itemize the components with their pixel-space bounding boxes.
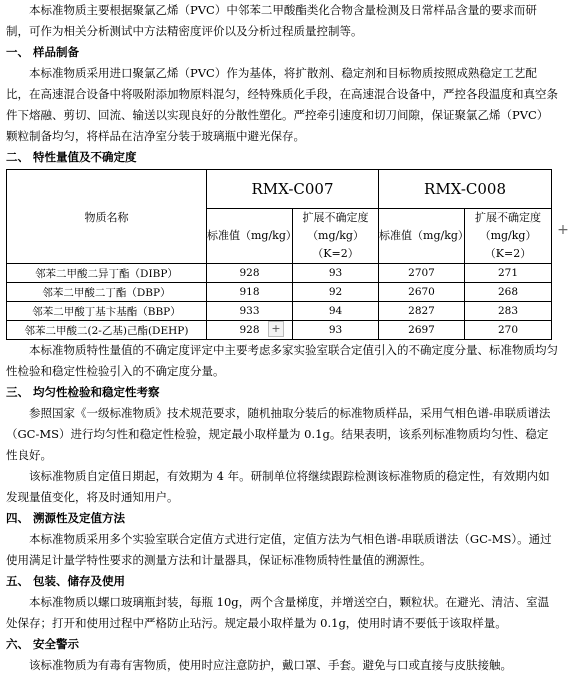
standard-value: 2707 <box>379 264 465 283</box>
table-row <box>7 283 552 302</box>
table-row <box>7 302 552 321</box>
uncertainty-value: 268 <box>465 283 552 302</box>
uncertainty-header: 扩展不确定度（mg/kg）（K=2） <box>293 209 379 264</box>
uncertainty-value: 94 <box>293 302 379 321</box>
uncertainty-header: 扩展不确定度（mg/kg）（K=2） <box>465 209 552 264</box>
uncertainty-value: 271 <box>465 264 552 283</box>
section-5-heading: 五、 包装、储存及使用 <box>6 574 126 588</box>
section-6-heading: 六、 安全警示 <box>6 637 80 651</box>
uncertainty-value: 283 <box>465 302 552 321</box>
section-4-heading: 四、 溯源性及定值方法 <box>6 511 126 525</box>
substance-name: 邻苯二甲酸二(2-乙基)己酯(DEHP) <box>7 321 207 340</box>
standard-value: 2697 <box>379 321 465 340</box>
code-header-c008: RMX-C008 <box>379 170 552 209</box>
substance-name: 邻苯二甲酸二异丁酯（DIBP） <box>7 264 207 283</box>
section-2-heading: 二、 特性量值及不确定度 <box>6 150 137 164</box>
standard-value: 933 <box>207 302 293 321</box>
add-column-icon[interactable]: + <box>557 222 569 238</box>
section-4-body: 本标准物质采用多个实验室联合定值方式进行定值，定值方法为气相色谱-串联质谱法（GC-MS）。通过使用满足计量学特性要求的测量方法和计量器具，保证标准物质特性量值的溯源性。 <box>6 532 552 567</box>
standard-value: 928 <box>207 264 293 283</box>
uncertainty-value: 93 <box>293 264 379 283</box>
uncertainty-value: 93 <box>293 321 379 340</box>
section-5-body: 本标准物质以螺口玻璃瓶封装，每瓶 10g，两个含量梯度，并增送空白，颗粒状。在避光、清洁、室温处保存；打开和使用过程中严格防止玷污。规定最小取样量为 0.1g，使用时请不要低于该取样量。 <box>6 595 550 630</box>
standard-value: 2827 <box>379 302 465 321</box>
document-body <box>6 0 558 676</box>
section-3-heading: 三、 均匀性检验和稳定性考察 <box>6 385 160 399</box>
section-1-body: 本标准物质采用进口聚氯乙烯（PVC）作为基体，将扩散剂、稳定剂和目标物质按照成熟稳定工艺配比，在高速混合设备中将吸附添加物原料混匀，经特殊质化手段，在高速混合设备中，严控各段温度和真空条件下熔融、剪切、回流、输送以实现良好的分散性塑化。严控牵引速度和切刀间隙，保证聚氯乙烯（PVC）颗粒制备均匀，将样品在洁净室分装于玻璃瓶中避光保存。 <box>6 66 558 143</box>
section-3-paragraph-2: 该标准物质自定值日期起，有效期为 4 年。研制单位将继续跟踪检测该标准物质的稳定性，有效期内如发现量值变化，将及时通知用户。 <box>6 469 550 504</box>
property-values-table <box>6 169 552 340</box>
uncertainty-note: 本标准物质特性量值的不确定度评定中主要考虑多家实验室联合定值引入的不确定度分量、标准物质均匀性检验和稳定性检验引入的不确定度分量。 <box>6 343 558 378</box>
section-1-heading: 一、 样品制备 <box>6 45 80 59</box>
intro-paragraph: 本标准物质主要根据聚氯乙烯（PVC）中邻苯二甲酸酯类化合物含量检测及日常样品含量的要求而研制，可作为相关分析测试中方法精密度评价以及分析过程质量控制等。 <box>6 3 537 38</box>
section-3-paragraph-1: 参照国家《一级标准物质》技术规范要求，随机抽取分装后的标准物质样品，采用气相色谱-串联质谱法（GC-MS）进行均匀性和稳定性检验，规定最小取样量为 0.1g。结果表明，该系列标准物质均匀性、稳定性良好。 <box>6 406 551 462</box>
uncertainty-value: 270 <box>465 321 552 340</box>
substance-name-header: 物质名称 <box>7 170 207 264</box>
table-move-handle-icon[interactable]: + <box>268 321 284 337</box>
uncertainty-value: 92 <box>293 283 379 302</box>
standard-value-header: 标准值（mg/kg） <box>207 209 293 264</box>
table-row <box>7 264 552 283</box>
code-header-c007: RMX-C007 <box>207 170 379 209</box>
standard-value: 928 <box>207 321 293 340</box>
standard-value-header: 标准值（mg/kg） <box>379 209 465 264</box>
standard-value: 2670 <box>379 283 465 302</box>
substance-name: 邻苯二甲酸二丁酯（DBP） <box>7 283 207 302</box>
section-6-body: 该标准物质为有毒有害物质，使用时应注意防护，戴口罩、手套。避免与口或直接与皮肤接触。 <box>29 658 512 672</box>
substance-name: 邻苯二甲酸丁基卞基酯（BBP） <box>7 302 207 321</box>
standard-value: 918 <box>207 283 293 302</box>
